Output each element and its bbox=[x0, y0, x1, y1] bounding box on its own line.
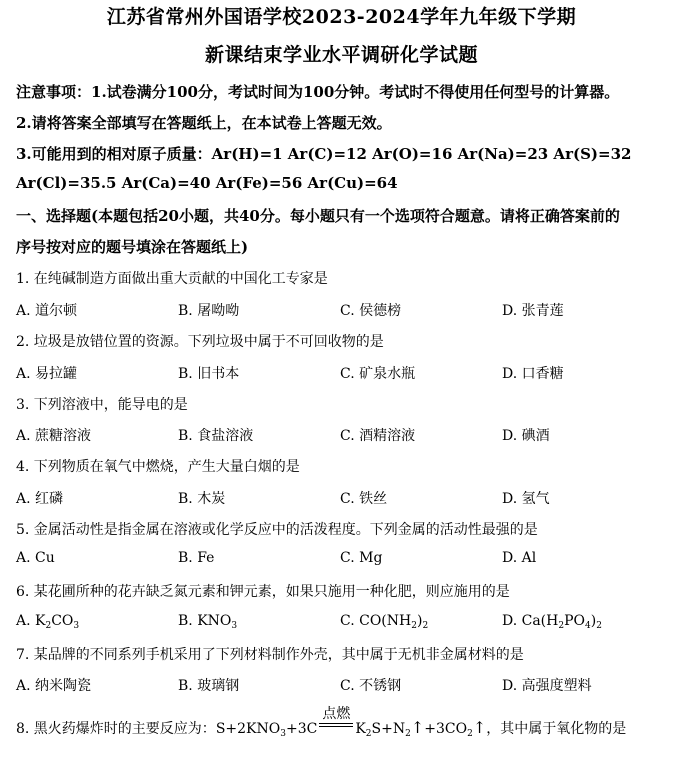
question-2-stem: 2. 垃圾是放错位置的资源。下列垃圾中属于不可回收物的是 bbox=[16, 334, 384, 350]
option-b[interactable]: B. 旧书本 bbox=[178, 366, 240, 382]
option-d[interactable]: D. 碘酒 bbox=[502, 428, 550, 444]
question-7-stem: 7. 某品牌的不同系列手机采用了下列材料制作外壳，其中属于无机非金属材料的是 bbox=[16, 647, 524, 663]
notes-line-3: 3.可能用到的相对原子质量：Ar(H)=1 Ar(C)=12 Ar(O)=16 Ar(Na)=23 Ar(S)=32 bbox=[16, 145, 632, 163]
question-1-options bbox=[16, 300, 676, 320]
option-a[interactable]: A. 易拉罐 bbox=[16, 366, 78, 382]
question-1-stem: 1. 在纯碱制造方面做出重大贡献的中国化工专家是 bbox=[16, 271, 328, 287]
option-c[interactable]: C. 矿泉水瓶 bbox=[340, 366, 416, 382]
question-4-options bbox=[16, 488, 676, 508]
question-3-stem: 3. 下列溶液中，能导电的是 bbox=[16, 397, 188, 413]
title-line-2: 新课结束学业水平调研化学试题 bbox=[204, 44, 478, 66]
products: $K_2S+N_2↑+3CO_2↑$ bbox=[355, 718, 487, 739]
question-5-options bbox=[16, 550, 676, 570]
option-a[interactable]: A. 红磷 bbox=[16, 491, 64, 507]
option-d[interactable]: D. 口香糖 bbox=[502, 366, 564, 382]
option-c[interactable]: C. $CO(NH_2)_2$ bbox=[340, 613, 429, 631]
option-b[interactable]: B. 木炭 bbox=[178, 491, 226, 507]
option-c[interactable]: C. 不锈钢 bbox=[340, 678, 402, 694]
option-d[interactable]: D. 氢气 bbox=[502, 491, 550, 507]
section-heading-line-2: 序号按对应的题号填涂在答题纸上) bbox=[16, 238, 249, 256]
option-c[interactable]: C. 酒精溶液 bbox=[340, 428, 416, 444]
section-heading-line-1: 一、选择题(本题包括20小题，共40分。每小题只有一个选项符合题意。请将正确答案前的 bbox=[16, 207, 620, 225]
gas-up-arrow-icon: ↑ bbox=[472, 718, 487, 737]
option-c[interactable]: C. Mg bbox=[340, 550, 383, 566]
question-7-options bbox=[16, 675, 676, 695]
option-b[interactable]: B. Fe bbox=[178, 550, 215, 566]
option-a[interactable]: A. 道尔顿 bbox=[16, 303, 78, 319]
question-2-options bbox=[16, 363, 676, 383]
reaction-condition: 点燃 bbox=[317, 719, 355, 735]
notes-line-2: 2.请将答案全部填写在答题纸上，在本试卷上答题无效。 bbox=[16, 114, 392, 132]
question-8-suffix: ，其中属于氧化物的是 bbox=[486, 721, 627, 737]
option-a[interactable]: A. $K_2CO_3$ bbox=[16, 613, 80, 631]
reactants: $S+2KNO_3+3C$ bbox=[215, 721, 318, 739]
question-3-options bbox=[16, 425, 676, 445]
question-4-stem: 4. 下列物质在氧气中燃烧，产生大量白烟的是 bbox=[16, 459, 300, 475]
question-8-stem bbox=[16, 706, 627, 739]
option-a[interactable]: A. 纳米陶瓷 bbox=[16, 678, 92, 694]
option-d[interactable]: D. Al bbox=[502, 550, 537, 566]
option-b[interactable]: B. 屠呦呦 bbox=[178, 303, 240, 319]
option-b[interactable]: B. 食盐溶液 bbox=[178, 428, 254, 444]
title-line-1: 江苏省常州外国语学校2023-2024学年九年级下学期 bbox=[106, 6, 577, 28]
option-d[interactable]: D. $Ca(H_2PO_4)_2$ bbox=[502, 613, 602, 631]
option-c[interactable]: C. 侯德榜 bbox=[340, 303, 402, 319]
option-c[interactable]: C. 铁丝 bbox=[340, 491, 388, 507]
question-8-prefix: 8. 黑火药爆炸时的主要反应为： bbox=[16, 721, 216, 737]
option-d[interactable]: D. 高强度塑料 bbox=[502, 678, 592, 694]
option-a[interactable]: A. Cu bbox=[16, 550, 55, 566]
notes-line-1: 注意事项：1.试卷满分100分，考试时间为100分钟。考试时不得使用任何型号的计算器。 bbox=[16, 83, 620, 101]
notes-line-4: Ar(Cl)=35.5 Ar(Ca)=40 Ar(Fe)=56 Ar(Cu)=64 bbox=[16, 174, 398, 192]
question-6-options bbox=[16, 613, 676, 633]
option-b[interactable]: B. 玻璃钢 bbox=[178, 678, 240, 694]
gas-up-arrow-icon: ↑ bbox=[410, 718, 425, 737]
option-d[interactable]: D. 张青莲 bbox=[502, 303, 564, 319]
question-6-stem: 6. 某花圃所种的花卉缺乏氮元素和钾元素，如果只施用一种化肥，则应施用的是 bbox=[16, 584, 510, 600]
question-5-stem: 5. 金属活动性是指金属在溶液或化学反应中的活泼程度。下列金属的活动性最强的是 bbox=[16, 522, 538, 538]
cut-off-options-row bbox=[0, 760, 683, 772]
option-b[interactable]: B. $KNO_3$ bbox=[178, 613, 238, 631]
option-a[interactable]: A. 蔗糖溶液 bbox=[16, 428, 92, 444]
